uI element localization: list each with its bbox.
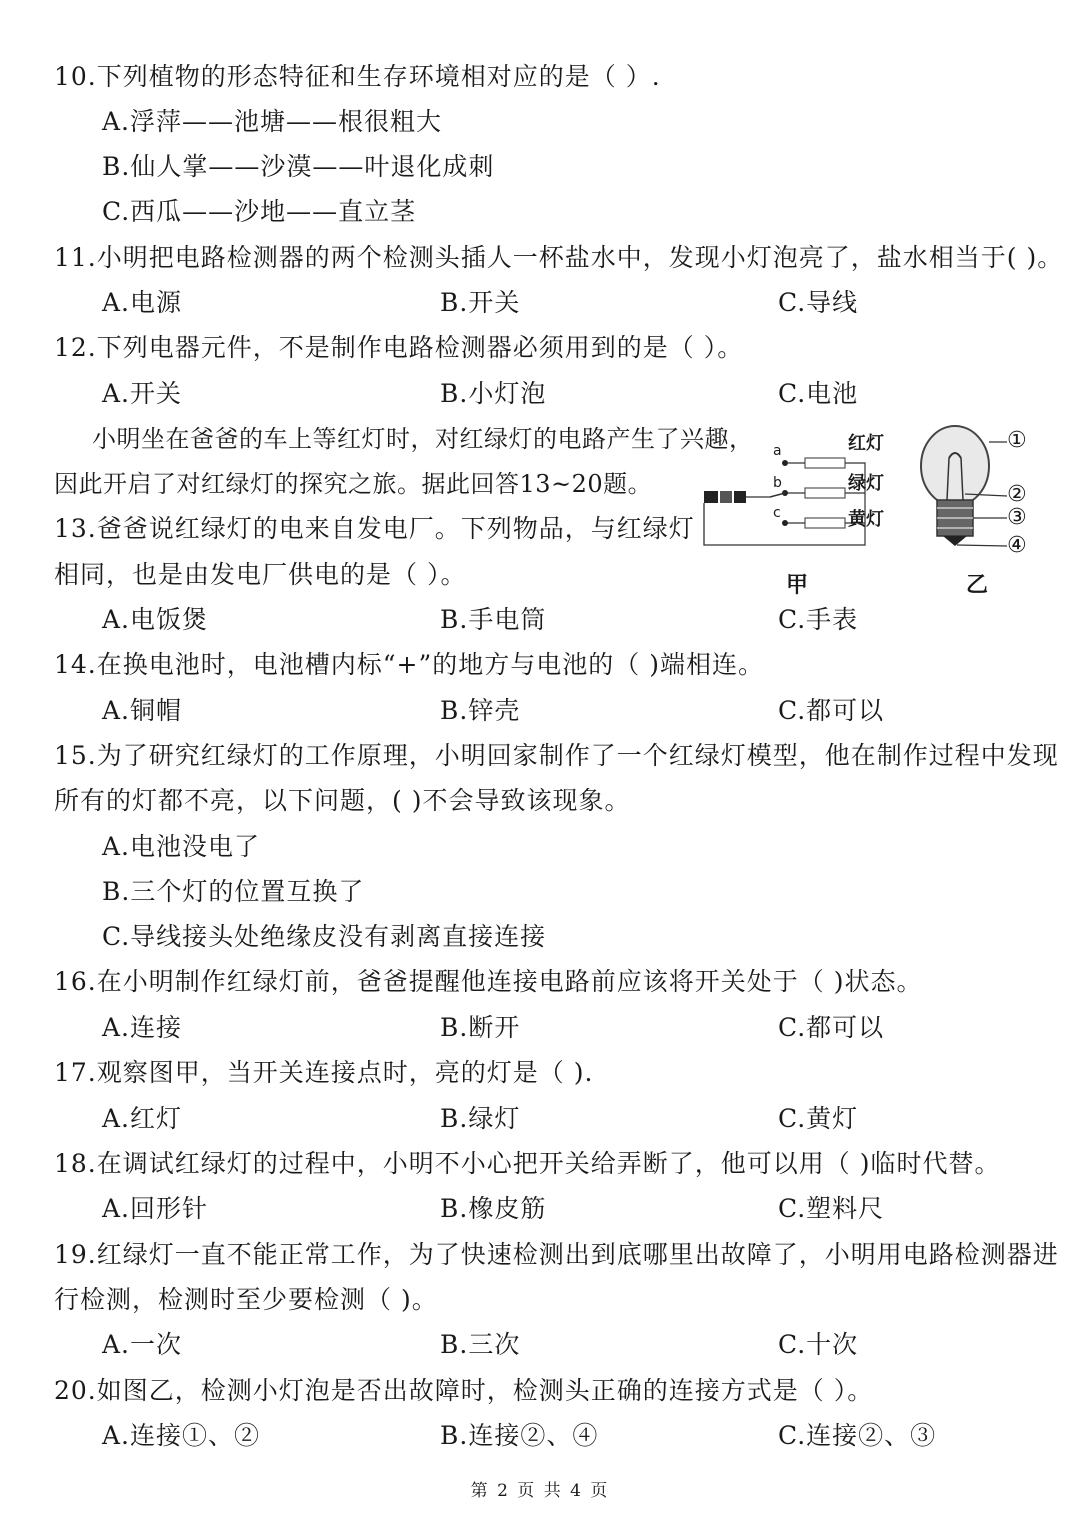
q18-stem: 18.在调试红绿灯的过程中，小明不小心把开关给弄断了，他可以用（ )临时代替。 <box>54 1149 1001 1178</box>
q13-option-c: C.手表 <box>778 605 859 634</box>
battery-wire <box>704 497 830 545</box>
label-yellow-light: 黄灯 <box>848 509 884 530</box>
contact-c <box>782 520 788 526</box>
q18-option-b: B.橡皮筋 <box>440 1194 547 1223</box>
q14-option-b: B.锌壳 <box>440 696 521 725</box>
figure-jia-circuit <box>700 425 900 555</box>
figure-jia-caption: 甲 <box>786 573 809 598</box>
marker-1: ① <box>1007 428 1027 453</box>
label-green-light: 绿灯 <box>848 473 884 494</box>
intro-line-2: 因此开启了对红绿灯的探究之旅。据此回答13~20题。 <box>54 470 653 498</box>
q18-option-c: C.塑料尺 <box>778 1194 885 1223</box>
q15-option-b: B.三个灯的位置互换了 <box>102 877 365 906</box>
bulb-yellow <box>805 518 845 528</box>
q13-option-b: B.手电筒 <box>440 605 547 634</box>
marker-3: ③ <box>1007 505 1027 530</box>
q16-option-c: C.都可以 <box>778 1013 885 1042</box>
q14-stem: 14.在换电池时，电池槽内标“+”的地方与电池的（ )端相连。 <box>54 650 764 679</box>
q18-option-a: A.回形针 <box>102 1194 209 1223</box>
q15-option-c: C.导线接头处绝缘皮没有剥离直接连接 <box>102 922 547 951</box>
q16-option-a: A.连接 <box>102 1013 183 1042</box>
q15-stem-line-2: 所有的灯都不亮，以下问题，( )不会导致该现象。 <box>54 786 631 815</box>
battery-cell-3 <box>734 491 746 503</box>
q11-option-c: C.导线 <box>778 288 859 317</box>
page-footer: 第 2 页 共 4 页 <box>470 1481 610 1501</box>
q10-option-a: A.浮萍——池塘——根很粗大 <box>102 107 443 136</box>
marker-2: ② <box>1007 482 1027 507</box>
q12-option-a: A.开关 <box>102 379 183 408</box>
intro-line-1: 小明坐在爸爸的车上等红灯时，对红绿灯的电路产生了兴趣， <box>92 425 754 453</box>
q17-option-a: A.红灯 <box>102 1104 183 1133</box>
bulb-green <box>805 488 845 498</box>
q10-stem: 10.下列植物的形态特征和生存环境相对应的是（ ）. <box>54 62 661 91</box>
q14-option-c: C.都可以 <box>778 696 885 725</box>
q14-option-a: A.铜帽 <box>102 696 183 725</box>
q15-option-a: A.电池没电了 <box>102 832 261 861</box>
marker-4: ④ <box>1007 533 1027 558</box>
q19-stem-line-2: 行检测，检测时至少要检测（ )。 <box>54 1285 438 1314</box>
q19-option-a: A.一次 <box>102 1330 183 1359</box>
figure-yi-caption: 乙 <box>966 573 989 598</box>
label-b: b <box>773 475 782 491</box>
q10-option-c: C.西瓜——沙地——直立茎 <box>102 197 417 226</box>
q11-option-a: A.电源 <box>102 288 183 317</box>
label-a: a <box>773 443 782 459</box>
battery-cell-1 <box>704 491 718 503</box>
q17-option-b: B.绿灯 <box>440 1104 521 1133</box>
figure-yi-bulb <box>915 418 1045 563</box>
bulb-red <box>805 458 845 468</box>
q10-option-b: B.仙人掌——沙漠——叶退化成刺 <box>102 152 495 181</box>
q17-stem: 17.观察图甲，当开关连接点时，亮的灯是（ ). <box>54 1058 594 1087</box>
q19-stem-line-1: 19.红绿灯一直不能正常工作，为了快速检测出到底哪里出故障了，小明用电路检测器进 <box>54 1240 1059 1269</box>
contact-a <box>782 460 788 466</box>
q15-stem-line-1: 15.为了研究红绿灯的工作原理，小明回家制作了一个红绿灯模型，他在制作过程中发现 <box>54 741 1059 770</box>
q17-option-c: C.黄灯 <box>778 1104 859 1133</box>
q16-option-b: B.断开 <box>440 1013 521 1042</box>
switch-lever <box>770 493 785 497</box>
q11-stem: 11.小明把电路检测器的两个检测头插人一杯盐水中，发现小灯泡亮了，盐水相当于( )。 <box>54 243 1064 272</box>
q19-option-c: C.十次 <box>778 1330 859 1359</box>
q13-stem-line-1: 13.爸爸说红绿灯的电来自发电厂。下列物品，与红绿灯 <box>54 514 695 543</box>
q20-option-b: B.连接②、④ <box>440 1421 599 1450</box>
q20-option-c: C.连接②、③ <box>778 1421 937 1450</box>
battery-cell-2 <box>720 491 732 503</box>
q12-stem: 12.下列电器元件，不是制作电路检测器必须用到的是（ ）。 <box>54 333 744 362</box>
label-red-light: 红灯 <box>848 433 884 454</box>
q12-option-b: B.小灯泡 <box>440 379 547 408</box>
q13-option-a: A.电饭煲 <box>102 605 209 634</box>
label-c: c <box>773 505 781 521</box>
q16-stem: 16.在小明制作红绿灯前，爸爸提醒他连接电路前应该将开关处于（ )状态。 <box>54 967 923 996</box>
pointer-4 <box>957 545 1007 546</box>
q11-option-b: B.开关 <box>440 288 521 317</box>
q20-stem: 20.如图乙，检测小灯泡是否出故障时，检测头正确的连接方式是（ ）。 <box>54 1376 874 1405</box>
q12-option-c: C.电池 <box>778 379 859 408</box>
q20-option-a: A.连接①、② <box>102 1421 261 1450</box>
q19-option-b: B.三次 <box>440 1330 521 1359</box>
bulb-glass <box>921 426 989 506</box>
q13-stem-line-2: 相同，也是由发电厂供电的是（ ）。 <box>54 560 467 589</box>
